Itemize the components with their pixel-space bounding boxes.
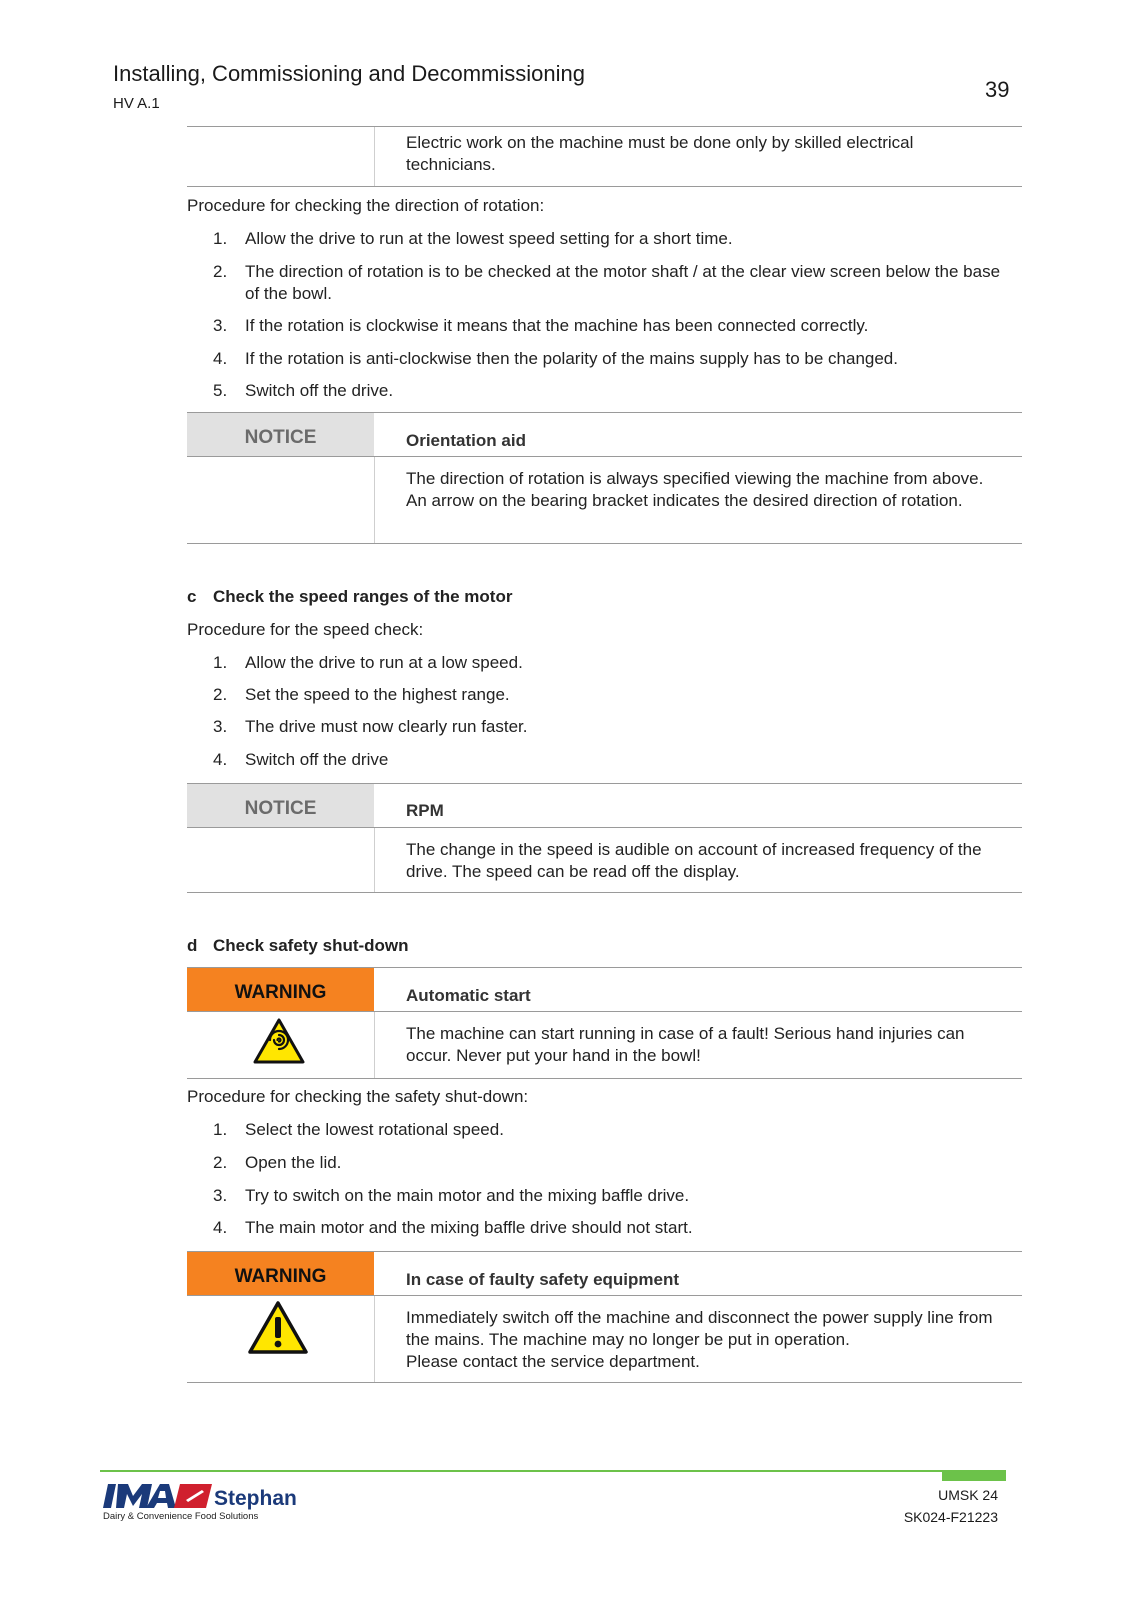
notice-text: The change in the speed is audible on account of increased frequency of the drive. The speed can be read off the display. xyxy=(406,840,982,881)
list-item: 4. The main motor and the mixing baffle drive should not start. xyxy=(213,1218,693,1237)
warning-heading: In case of faulty safety equipment xyxy=(406,1270,680,1289)
rotating-parts-warning-icon xyxy=(253,1018,305,1064)
column-separator xyxy=(374,1012,375,1078)
general-warning-icon xyxy=(247,1300,309,1356)
list-item: 2. Open the lid. xyxy=(213,1153,342,1172)
divider xyxy=(187,1011,1022,1012)
speed-procedure-intro: Procedure for the speed check: xyxy=(187,620,424,639)
notice-label: NOTICE xyxy=(244,427,317,448)
column-separator xyxy=(374,127,375,186)
list-item: 1. Allow the drive to run at the lowest speed setting for a short time. xyxy=(213,229,733,248)
page-content xyxy=(187,0,1022,1600)
section-heading: d Check safety shut-down xyxy=(187,936,409,955)
warning-text: The machine can start running in case of a fault! Serious hand injuries can occur. Never put your hand in the bowl! xyxy=(406,1024,965,1065)
svg-text:Stephan: Stephan xyxy=(214,1487,297,1510)
column-separator xyxy=(374,457,375,543)
logo-tagline: Dairy & Convenience Food Solutions xyxy=(103,1511,259,1522)
column-separator xyxy=(374,828,375,892)
page-header-title: Installing, Commissioning and Decommissioning xyxy=(113,61,585,86)
notice-heading: Orientation aid xyxy=(406,431,526,450)
section-heading: c Check the speed ranges of the motor xyxy=(187,587,513,606)
list-item: 4. If the rotation is anti-clockwise then the polarity of the mains supply has to be changed. xyxy=(213,349,898,368)
warning-label: WARNING xyxy=(234,1266,327,1287)
warning-label: WARNING xyxy=(234,982,327,1003)
divider xyxy=(187,1382,1022,1383)
divider xyxy=(187,186,1022,187)
footer-accent-bar xyxy=(942,1470,1006,1481)
list-item: 1. Select the lowest rotational speed. xyxy=(213,1120,504,1139)
column-separator xyxy=(374,1296,375,1382)
page-header-subtitle: HV A.1 xyxy=(113,95,160,112)
list-item: 1. Allow the drive to run at a low speed. xyxy=(213,653,523,672)
list-item: 3. Try to switch on the main motor and the mixing baffle drive. xyxy=(213,1186,690,1205)
divider xyxy=(187,126,1022,127)
page-number: 39 xyxy=(985,77,1010,102)
notice-text: The direction of rotation is always specified viewing the machine from above. An arrow on the bearing bracket indicates the desired direction of rotation. xyxy=(406,469,984,510)
list-item: 4. Switch off the drive xyxy=(213,750,389,769)
safety-procedure-intro: Procedure for checking the safety shut-down: xyxy=(187,1087,529,1106)
divider xyxy=(187,1295,1022,1296)
list-item: 2. Set the speed to the highest range. xyxy=(213,685,510,704)
notice-label: NOTICE xyxy=(244,798,317,819)
divider xyxy=(187,827,1022,828)
list-item: 3. If the rotation is clockwise it means that the machine has been connected correctly. xyxy=(213,316,869,335)
list-item: 5. Switch off the drive. xyxy=(213,381,394,400)
list-item: 2. The direction of rotation is to be checked at the motor shaft / at the clear view screen below the base of the bowl. xyxy=(213,262,1001,303)
warning-text: Immediately switch off the machine and disconnect the power supply line from the mains. The machine may no longer be put in operation. Please contact the service department. xyxy=(406,1308,993,1371)
divider xyxy=(187,543,1022,544)
list-item: 3. The drive must now clearly run faster. xyxy=(213,717,528,736)
divider xyxy=(187,456,1022,457)
electric-work-note: Electric work on the machine must be done only by skilled electrical technicians. xyxy=(406,133,914,174)
document-revision: SK024-F21223 xyxy=(903,1509,998,1525)
divider xyxy=(187,1078,1022,1079)
warning-heading: Automatic start xyxy=(406,986,531,1005)
rotation-procedure-intro: Procedure for checking the direction of rotation: xyxy=(187,196,545,215)
divider xyxy=(187,892,1022,893)
footer-divider xyxy=(100,1470,1005,1472)
document-code: UMSK 24 xyxy=(938,1487,998,1503)
notice-heading: RPM xyxy=(406,801,444,820)
